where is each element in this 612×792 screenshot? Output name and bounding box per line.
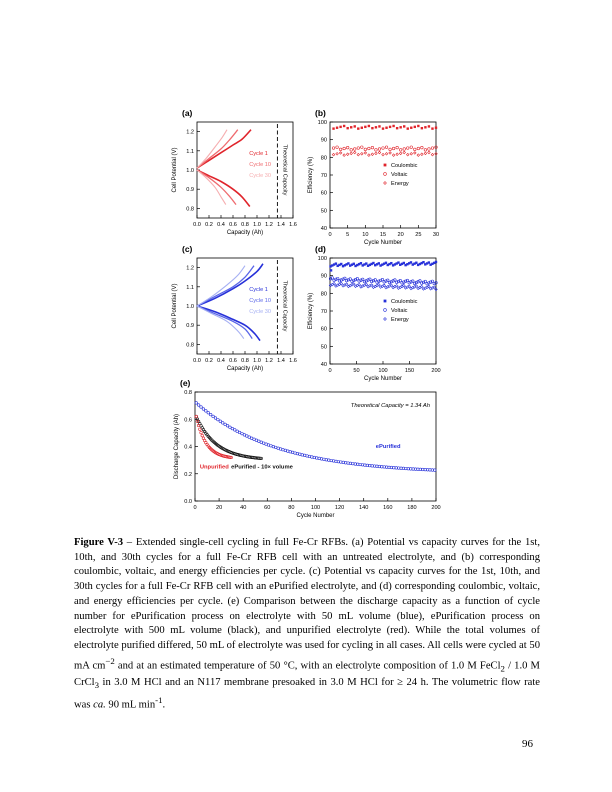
y-tick-label: 80 <box>320 291 327 298</box>
data-point <box>336 127 338 129</box>
data-point <box>392 125 394 127</box>
data-point <box>364 152 367 155</box>
data-point <box>346 153 349 156</box>
series-label: ePurified - 10× volume <box>231 464 293 471</box>
data-point <box>368 154 371 157</box>
data-point <box>372 262 374 264</box>
data-point <box>221 422 224 425</box>
caption-sub: 2 <box>500 663 505 674</box>
y-tick-label: 1.0 <box>186 304 194 310</box>
data-point <box>361 153 364 156</box>
data-point <box>371 127 373 129</box>
y-tick-label: 100 <box>317 120 327 126</box>
data-point <box>330 269 332 271</box>
y-axis-label: Efficiency (%) <box>308 156 314 194</box>
data-point <box>406 153 409 156</box>
data-point <box>200 406 203 409</box>
x-tick-label: 160 <box>383 505 393 511</box>
y-tick-label: 1.2 <box>186 129 194 136</box>
y-tick-label: 40 <box>320 362 327 368</box>
data-point <box>357 147 360 150</box>
data-point <box>375 126 377 128</box>
x-axis-label: Cycle Number <box>363 376 403 382</box>
data-point <box>399 149 402 152</box>
data-point <box>343 147 346 150</box>
y-tick-label: 90 <box>320 273 327 280</box>
legend-entry: Cycle 30 <box>249 173 271 179</box>
data-point <box>396 146 399 149</box>
caption-text: in 3.0 M HCl and an N117 membrane presoaked in 3.0 M HCl for ≥ 24 h. The volumetric flow rate was <box>74 676 540 711</box>
legend-entry: Energy <box>391 317 409 323</box>
x-tick-label: 200 <box>431 368 441 374</box>
panel-label: (e) <box>180 378 191 388</box>
data-point <box>431 153 434 156</box>
x-tick-label: 0 <box>328 232 332 238</box>
data-point <box>365 262 367 264</box>
caption-text: / 1.0 M CrCl <box>74 660 540 688</box>
y-tick-label: 0.9 <box>186 187 194 194</box>
y-tick-label: 0.8 <box>186 206 194 213</box>
data-point <box>353 151 356 154</box>
data-point <box>212 415 215 418</box>
y-tick-label: 80 <box>320 155 327 162</box>
x-tick-label: 10 <box>362 232 369 238</box>
x-tick-label: 25 <box>415 232 422 238</box>
y-tick-label: 50 <box>320 344 327 351</box>
caption-text: – Extended single-cell cycling in full Fe-Cr RFBs. (a) Potential vs capacity curves for the 1st, 10th, and 30th cycles for a full Fe-Cr RFB cell with an untreated electrolyte, and (b) corresponding coulombic, voltaic, and energy efficiencies per cycle. (c) Potential vs capacity curves for the 1st, 10th, and 30th cycles for a full Fe-Cr RFB cell with an ePurified electrolyte, and (d) corresponding coulombic, voltaic, and energy efficiencies per cycle. (e) Comparison between the discharge capacity as a function of cycle number for ePurification process on electrolyte with 50 mL volume (blue), ePurification process on electrolyte with 500 mL volume (black), and unpurified electrolyte (red). While the total volumes of electrolyte purified differed, 50 mL of electrolyte was used for cycling in all cases. All cells were cycled at 50 mA cm <box>74 537 541 672</box>
y-tick-label: 0.8 <box>184 390 192 396</box>
y-tick-label: 0.4 <box>184 444 192 451</box>
x-tick-label: 60 <box>264 505 271 511</box>
data-point <box>357 153 360 156</box>
figure-caption <box>74 536 540 713</box>
data-point <box>384 318 387 321</box>
data-point <box>343 125 345 127</box>
x-axis-label: Cycle Number <box>363 240 403 246</box>
data-point <box>346 127 348 129</box>
data-point <box>403 262 405 264</box>
x-tick-label: 1.4 <box>277 222 285 228</box>
data-point <box>197 404 200 407</box>
x-axis-label: Capacity (Ah) <box>226 366 264 372</box>
x-tick-label: 120 <box>334 505 345 511</box>
data-point <box>375 149 378 152</box>
data-point <box>214 417 217 420</box>
data-point <box>389 152 392 155</box>
data-point <box>378 262 380 264</box>
x-tick-label: 180 <box>407 505 417 511</box>
data-point <box>217 418 220 421</box>
x-tick-label: 0.6 <box>229 222 237 228</box>
data-point <box>417 154 420 157</box>
legend-entry: Energy <box>391 181 409 187</box>
y-axis-label: Efficiency (%) <box>308 292 314 330</box>
panel-label: (a) <box>182 108 193 118</box>
legend-entry: Cycle 30 <box>249 309 271 315</box>
data-point <box>403 125 405 127</box>
x-tick-label: 0.0 <box>193 222 201 228</box>
data-point <box>414 152 417 155</box>
x-tick-label: 20 <box>215 505 223 511</box>
data-point <box>368 147 371 150</box>
data-point <box>396 127 398 129</box>
data-point <box>424 149 427 152</box>
caption-text: 90 mL min <box>105 699 156 711</box>
data-point <box>368 125 370 127</box>
legend-entry: Cycle 1 <box>249 287 268 293</box>
data-point <box>336 153 339 156</box>
y-tick-label: 0.0 <box>184 499 192 505</box>
data-point <box>219 420 222 423</box>
data-point <box>396 153 399 156</box>
data-point <box>336 146 339 149</box>
legend-entry: Cycle 10 <box>249 162 271 168</box>
x-tick-label: 0 <box>193 505 197 511</box>
x-tick-label: 50 <box>353 368 360 374</box>
x-tick-label: 1.4 <box>277 358 285 364</box>
annotation: Theoretical Capacity = 1.34 Ah <box>350 403 430 409</box>
data-point <box>392 147 395 150</box>
data-point <box>435 261 437 263</box>
data-point <box>431 147 434 150</box>
plot-frame <box>197 258 293 354</box>
data-point <box>384 182 387 185</box>
x-tick-label: 80 <box>288 505 295 511</box>
x-tick-label: 0.8 <box>241 358 249 364</box>
panel-label: (b) <box>315 108 326 118</box>
x-tick-label: 100 <box>310 505 321 511</box>
x-tick-label: 15 <box>379 232 387 238</box>
theoretical-capacity-label: Theoretical Capacity <box>281 144 288 196</box>
data-point <box>382 147 385 150</box>
x-tick-label: 40 <box>240 505 247 511</box>
y-tick-label: 0.2 <box>184 471 192 478</box>
panel-label: (d) <box>315 244 326 254</box>
y-tick-label: 70 <box>320 173 327 179</box>
data-point <box>384 173 387 176</box>
y-axis-label: Discharge Capacity (Ah) <box>174 413 180 480</box>
x-tick-label: 1.0 <box>253 358 261 364</box>
data-point <box>201 434 204 437</box>
data-point <box>200 431 203 434</box>
y-tick-label: 1.1 <box>186 148 194 155</box>
data-point <box>389 148 392 151</box>
x-tick-label: 1.2 <box>265 222 273 228</box>
data-point <box>415 262 417 264</box>
data-point <box>410 146 413 149</box>
caption-text: . <box>162 699 166 711</box>
legend-entry: Voltaic <box>391 172 408 178</box>
data-point <box>371 153 374 156</box>
data-point <box>390 262 392 264</box>
x-tick-label: 0.6 <box>229 358 237 364</box>
data-point <box>403 148 406 151</box>
x-tick-label: 0.4 <box>217 222 225 228</box>
data-point <box>428 125 430 127</box>
caption-sup: -1 <box>155 694 163 705</box>
plot-frame <box>330 258 436 364</box>
data-point <box>378 148 381 151</box>
data-point <box>350 149 353 152</box>
x-tick-label: 1.6 <box>289 222 297 228</box>
data-point <box>361 127 363 129</box>
y-tick-label: 0.9 <box>186 323 194 330</box>
data-point <box>403 151 406 154</box>
y-tick-label: 0.6 <box>184 417 192 424</box>
caption-sup: −2 <box>105 655 115 666</box>
data-point <box>332 153 335 156</box>
data-point <box>207 411 210 414</box>
data-point <box>399 152 402 155</box>
data-point <box>332 147 335 150</box>
data-point <box>384 300 387 303</box>
x-tick-label: 0.2 <box>205 222 213 228</box>
y-tick-label: 1.2 <box>186 265 194 272</box>
data-point <box>431 127 433 129</box>
panel-d <box>308 244 441 382</box>
data-point <box>339 152 342 155</box>
data-point <box>375 152 378 155</box>
page-number: 96 <box>522 738 533 750</box>
x-tick-label: 200 <box>431 505 441 511</box>
caption-italic: ca. <box>93 699 106 711</box>
data-point <box>414 148 417 151</box>
data-point <box>424 152 427 155</box>
x-tick-label: 30 <box>432 232 440 238</box>
data-point <box>332 127 334 129</box>
panel-b <box>308 108 439 246</box>
data-point <box>410 127 412 129</box>
data-point <box>346 146 349 149</box>
data-point <box>360 262 362 264</box>
y-tick-label: 60 <box>320 326 327 333</box>
x-tick-label: 0.4 <box>217 358 225 364</box>
y-tick-label: 1.0 <box>186 168 194 174</box>
y-tick-label: 60 <box>320 190 327 197</box>
x-tick-label: 1.0 <box>253 222 261 228</box>
legend-entry: Coulombic <box>391 299 418 305</box>
data-point <box>209 413 212 416</box>
data-point <box>428 148 431 151</box>
y-tick-label: 0.8 <box>186 342 194 349</box>
data-point <box>428 151 431 154</box>
data-point <box>384 309 387 312</box>
data-point <box>350 152 353 155</box>
data-point <box>385 146 388 149</box>
x-axis-label: Cycle Number <box>296 513 335 519</box>
data-point <box>353 148 356 151</box>
data-point <box>353 263 355 265</box>
y-tick-label: 100 <box>317 256 327 262</box>
x-tick-label: 0.8 <box>241 222 249 228</box>
data-point <box>350 126 352 128</box>
data-point <box>361 146 364 149</box>
data-point <box>371 146 374 149</box>
y-tick-label: 90 <box>320 137 327 144</box>
figure-label: Figure V-3 <box>74 537 124 548</box>
data-point <box>414 126 416 128</box>
data-point <box>410 261 412 263</box>
x-tick-label: 1.2 <box>265 358 273 364</box>
data-point <box>205 410 208 413</box>
panel-c <box>172 244 297 372</box>
data-point <box>339 126 341 128</box>
data-point <box>378 151 381 154</box>
x-tick-label: 0.2 <box>205 358 213 364</box>
data-point <box>389 126 391 128</box>
series-label: Unpurified <box>199 464 229 471</box>
x-tick-label: 140 <box>359 505 369 511</box>
data-point <box>385 262 387 264</box>
data-point <box>347 262 349 264</box>
data-point <box>410 153 413 156</box>
legend-entry: Coulombic <box>391 163 418 169</box>
data-point <box>397 261 399 263</box>
legend-entry: Cycle 10 <box>249 298 271 304</box>
series-label: ePurified <box>375 443 401 450</box>
panel-a <box>172 108 297 236</box>
data-point <box>199 428 202 431</box>
data-point <box>354 125 356 127</box>
y-axis-label: Cell Potential (V) <box>172 147 178 193</box>
data-point <box>422 261 424 263</box>
data-point <box>399 126 401 128</box>
legend-entry: Voltaic <box>391 308 408 314</box>
charge-curve <box>197 130 227 168</box>
theoretical-capacity-label: Theoretical Capacity <box>281 280 288 332</box>
data-point <box>339 148 342 151</box>
data-point <box>392 154 395 157</box>
data-point <box>364 148 367 151</box>
data-point <box>417 125 419 127</box>
data-point <box>335 262 337 264</box>
x-tick-label: 20 <box>397 232 404 238</box>
x-tick-label: 1.6 <box>289 358 297 364</box>
panel-e <box>174 378 441 519</box>
data-point <box>384 164 387 167</box>
x-tick-label: 100 <box>378 368 388 374</box>
discharge-curve <box>197 306 244 339</box>
data-point <box>385 127 387 129</box>
legend-entry: Cycle 1 <box>249 151 268 157</box>
data-point <box>340 263 342 265</box>
data-point <box>417 147 420 150</box>
data-point <box>343 154 346 157</box>
data-point <box>385 153 388 156</box>
discharge-curve <box>197 306 252 339</box>
y-axis-label: Cell Potential (V) <box>172 283 178 329</box>
data-point <box>407 127 409 129</box>
data-point <box>364 126 366 128</box>
y-tick-label: 1.1 <box>186 284 194 291</box>
data-point <box>382 153 385 156</box>
data-point <box>421 127 423 129</box>
data-point <box>202 408 205 411</box>
plot-frame <box>330 122 436 228</box>
data-point <box>382 127 384 129</box>
caption-text: and at an estimated temperature of 50 °C, with an electrolyte composition of 1.0 M FeCl <box>114 660 501 672</box>
x-tick-label: 0.0 <box>193 358 201 364</box>
data-point <box>357 127 359 129</box>
x-tick-label: 150 <box>404 368 415 374</box>
panel-label: (c) <box>182 244 193 254</box>
data-point <box>435 127 437 129</box>
data-point <box>378 125 380 127</box>
y-tick-label: 40 <box>320 226 327 232</box>
x-axis-label: Capacity (Ah) <box>226 230 264 236</box>
data-point <box>406 147 409 150</box>
data-point <box>421 146 424 149</box>
x-tick-label: 5 <box>346 232 350 238</box>
caption-sub: 3 <box>94 680 100 691</box>
y-tick-label: 70 <box>320 309 327 315</box>
x-tick-label: 0 <box>328 368 332 374</box>
y-tick-label: 50 <box>320 208 327 215</box>
data-point <box>421 153 424 156</box>
data-point <box>424 126 426 128</box>
data-point <box>428 261 430 263</box>
